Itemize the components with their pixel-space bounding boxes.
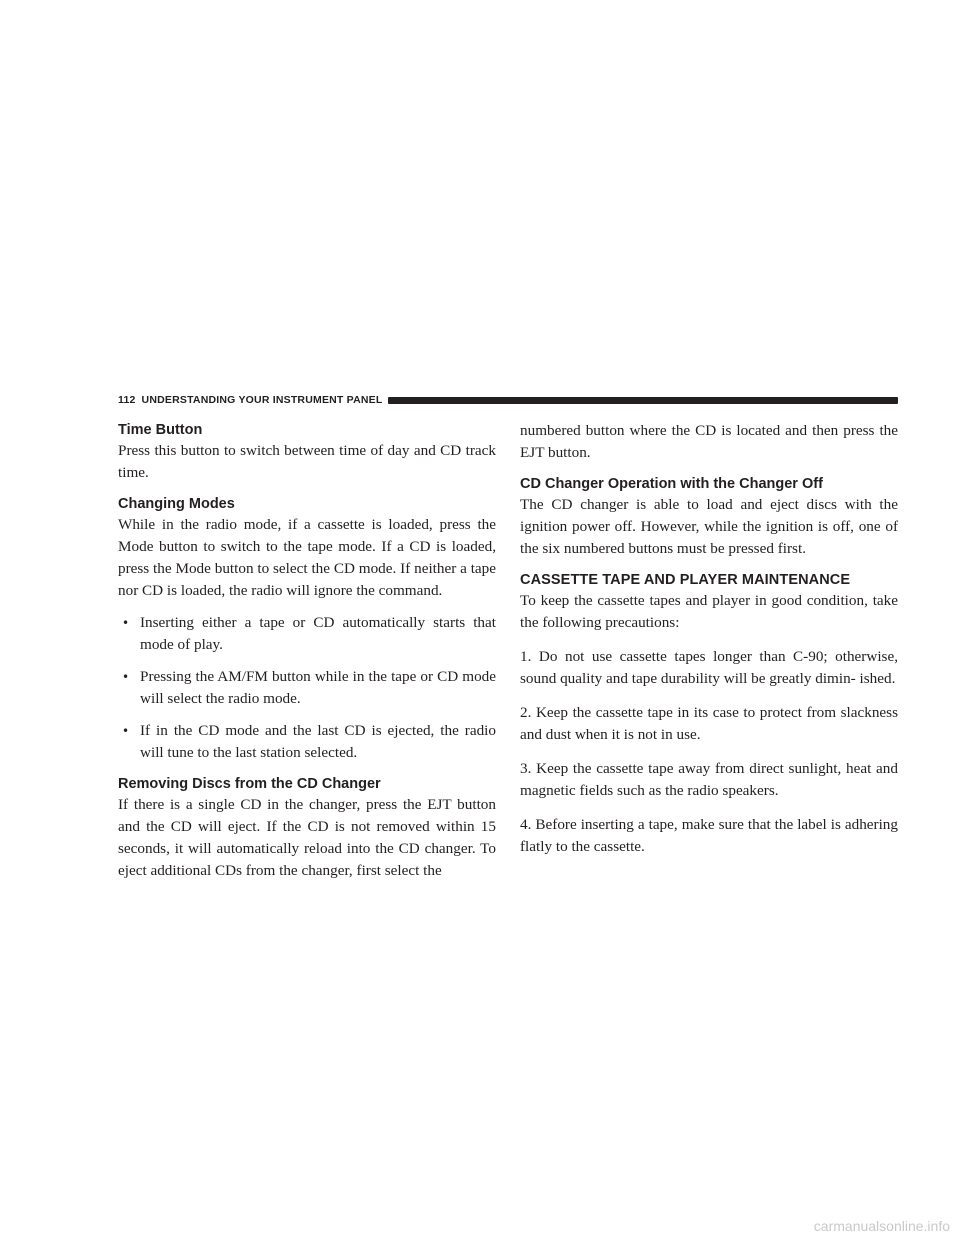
maintenance-step-1: 1. Do not use cassette tapes longer than C-90; otherwise, sound quality and tape durability will be greatly dimin- ished. bbox=[520, 648, 898, 687]
maintenance-heading: CASSETTE TAPE AND PLAYER MAINTENANCE bbox=[520, 572, 851, 588]
changer-off-text: The CD changer is able to load and eject discs with the ignition power off. However, while the ignition is off, one of the six numbered buttons must be pressed first. bbox=[520, 496, 898, 557]
removing-discs-section bbox=[118, 774, 496, 882]
changer-off-section bbox=[520, 474, 898, 560]
changing-modes-heading: Changing Modes bbox=[118, 496, 235, 512]
right-column bbox=[520, 420, 898, 858]
list-item bbox=[118, 666, 496, 710]
list-item-text: If in the CD mode and the last CD is ejected, the radio will tune to the last station selected. bbox=[140, 722, 496, 761]
removing-discs-heading: Removing Discs from the CD Changer bbox=[118, 776, 381, 792]
maintenance-section bbox=[520, 570, 898, 858]
continued-text: numbered button where the CD is located and then press the EJT button. bbox=[520, 422, 898, 461]
changer-off-heading: CD Changer Operation with the Changer Off bbox=[520, 476, 823, 492]
maintenance-step-2: 2. Keep the cassette tape in its case to protect from slackness and dust when it is not in use. bbox=[520, 704, 898, 743]
changing-modes-list bbox=[118, 612, 496, 764]
page-number: 112 bbox=[118, 394, 136, 406]
section-title: UNDERSTANDING YOUR INSTRUMENT PANEL bbox=[141, 394, 383, 406]
time-button-text: Press this button to switch between time of day and CD track time. bbox=[118, 442, 496, 481]
maintenance-intro: To keep the cassette tapes and player in good condition, take the following precautions: bbox=[520, 592, 898, 631]
watermark: carmanualsonline.info bbox=[813, 1218, 950, 1234]
list-item-text: Pressing the AM/FM button while in the tape or CD mode will select the radio mode. bbox=[140, 668, 496, 707]
page-header bbox=[118, 388, 898, 412]
changing-modes-section bbox=[118, 494, 496, 764]
bullet-icon: • bbox=[122, 616, 130, 630]
list-item-text: Inserting either a tape or CD automatically starts that mode of play. bbox=[140, 614, 496, 653]
left-column bbox=[118, 420, 496, 882]
list-item bbox=[118, 720, 496, 764]
removing-discs-text: If there is a single CD in the changer, press the EJT button and the CD will eject. If the CD is not removed within 15 seconds, it will automatically reload into the CD changer. To eject additional CDs from the changer, first select the bbox=[118, 796, 496, 879]
changing-modes-text: While in the radio mode, if a cassette is loaded, press the Mode button to switch to the tape mode. If a CD is loaded, press the Mode button to select the CD mode. If neither a tape nor CD is loaded, the radio will ignore the command. bbox=[118, 516, 496, 599]
header-rule bbox=[388, 397, 898, 404]
list-item bbox=[118, 612, 496, 656]
time-button-heading: Time Button bbox=[118, 422, 203, 438]
bullet-icon: • bbox=[122, 724, 130, 738]
bullet-icon: • bbox=[122, 670, 130, 684]
maintenance-step-4: 4. Before inserting a tape, make sure that the label is adhering flatly to the cassette. bbox=[520, 816, 898, 855]
maintenance-step-3: 3. Keep the cassette tape away from direct sunlight, heat and magnetic fields such as the radio speakers. bbox=[520, 760, 898, 799]
time-button-section bbox=[118, 420, 496, 484]
